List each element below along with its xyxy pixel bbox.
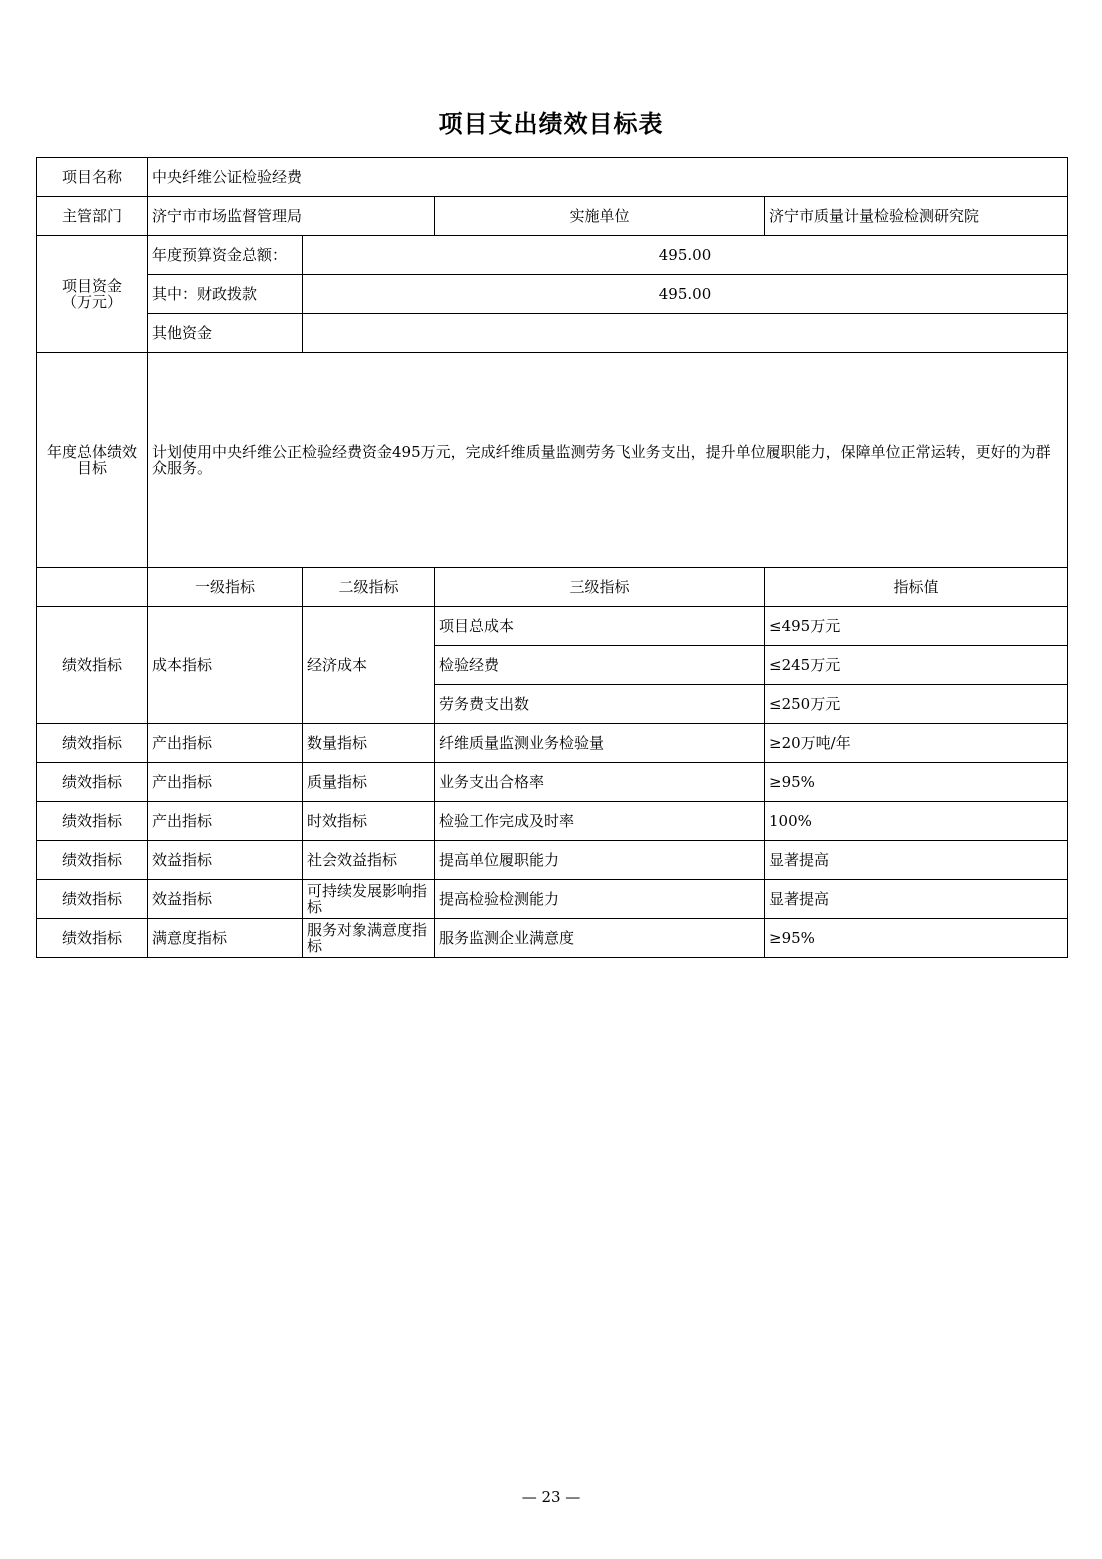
indicator-row xyxy=(37,880,1068,919)
funds-row-label: 年度预算资金总额： xyxy=(148,236,303,275)
cost-item-name: 项目总成本 xyxy=(435,607,765,646)
page-title: 项目支出绩效目标表 xyxy=(438,110,664,138)
indicator-level2: 时效指标 xyxy=(303,802,435,841)
header-level3: 三级指标 xyxy=(435,568,765,607)
project-name-row xyxy=(37,158,1068,197)
funds-label xyxy=(37,236,148,353)
impl-label: 实施单位 xyxy=(435,197,765,236)
indicator-category: 绩效指标 xyxy=(37,841,148,880)
funds-row-value: 495.00 xyxy=(303,236,1068,275)
indicator-category: 绩效指标 xyxy=(37,724,148,763)
cost-item-value: ≤250万元 xyxy=(765,685,1068,724)
indicator-header-row xyxy=(37,568,1068,607)
indicator-level1: 产出指标 xyxy=(148,724,303,763)
cost-item-name: 劳务费支出数 xyxy=(435,685,765,724)
indicator-value: ≥95% xyxy=(765,763,1068,802)
impl-value: 济宁市质量计量检验检测研究院 xyxy=(765,197,1068,236)
indicator-row xyxy=(37,724,1068,763)
indicator-level3: 检验工作完成及时率 xyxy=(435,802,765,841)
indicator-category: 绩效指标 xyxy=(37,802,148,841)
indicator-level3: 提高检验检测能力 xyxy=(435,880,765,919)
indicator-level1: 效益指标 xyxy=(148,841,303,880)
indicator-category: 绩效指标 xyxy=(37,763,148,802)
indicator-category: 绩效指标 xyxy=(37,919,148,958)
header-empty-cell xyxy=(37,568,148,607)
cost-item-value: ≤495万元 xyxy=(765,607,1068,646)
cost-row-1 xyxy=(37,607,1068,646)
dept-label: 主管部门 xyxy=(37,197,148,236)
indicator-category: 绩效指标 xyxy=(37,880,148,919)
indicator-level3: 纤维质量监测业务检验量 xyxy=(435,724,765,763)
indicator-value: 100% xyxy=(765,802,1068,841)
goal-label xyxy=(37,353,148,568)
goal-text: 计划使用中央纤维公正检验经费资金495万元，完成纤维质量监测劳务飞业务支出，提升单位履职能力，保障单位正常运转，更好的为群众服务。 xyxy=(148,353,1068,568)
indicator-level2: 服务对象满意度指标 xyxy=(303,919,435,958)
funds-row-value xyxy=(303,314,1068,353)
funds-row-total xyxy=(37,236,1068,275)
department-row xyxy=(37,197,1068,236)
header-level1: 一级指标 xyxy=(148,568,303,607)
funds-row-label: 其他资金 xyxy=(148,314,303,353)
funds-label-line1: 项目资金 xyxy=(61,277,122,295)
indicator-value: ≥95% xyxy=(765,919,1068,958)
goal-label-line2: 目标 xyxy=(76,459,107,477)
funds-row-other xyxy=(37,314,1068,353)
indicator-level3: 提高单位履职能力 xyxy=(435,841,765,880)
indicator-level3: 业务支出合格率 xyxy=(435,763,765,802)
header-level2: 二级指标 xyxy=(303,568,435,607)
header-value: 指标值 xyxy=(765,568,1068,607)
indicator-row xyxy=(37,841,1068,880)
indicator-level1: 效益指标 xyxy=(148,880,303,919)
indicator-level2: 质量指标 xyxy=(303,763,435,802)
indicator-level1: 产出指标 xyxy=(148,763,303,802)
indicator-level2: 数量指标 xyxy=(303,724,435,763)
indicator-level2: 社会效益指标 xyxy=(303,841,435,880)
funds-row-value: 495.00 xyxy=(303,275,1068,314)
project-name-label: 项目名称 xyxy=(37,158,148,197)
funds-row-label: 其中：财政拨款 xyxy=(148,275,303,314)
cost-item-value: ≤245万元 xyxy=(765,646,1068,685)
indicator-row xyxy=(37,802,1068,841)
indicator-row xyxy=(37,763,1068,802)
goal-label-line1: 年度总体绩效 xyxy=(46,443,137,461)
project-name-value: 中央纤维公证检验经费 xyxy=(148,158,1068,197)
performance-table xyxy=(36,157,1068,958)
indicator-level2: 可持续发展影响指标 xyxy=(303,880,435,919)
indicator-value: ≥20万吨/年 xyxy=(765,724,1068,763)
dept-value: 济宁市市场监督管理局 xyxy=(148,197,435,236)
indicator-level1: 满意度指标 xyxy=(148,919,303,958)
indicator-value: 显著提高 xyxy=(765,880,1068,919)
goal-row xyxy=(37,353,1068,568)
indicator-level3: 服务监测企业满意度 xyxy=(435,919,765,958)
funds-label-line2: （万元） xyxy=(61,293,122,311)
page-number: — 23 — xyxy=(521,1488,581,1506)
cost-item-name: 检验经费 xyxy=(435,646,765,685)
cost-category: 绩效指标 xyxy=(37,607,148,724)
funds-row-fiscal xyxy=(37,275,1068,314)
indicator-row xyxy=(37,919,1068,958)
indicator-level1: 产出指标 xyxy=(148,802,303,841)
cost-level1: 成本指标 xyxy=(148,607,303,724)
cost-level2: 经济成本 xyxy=(303,607,435,724)
indicator-value: 显著提高 xyxy=(765,841,1068,880)
